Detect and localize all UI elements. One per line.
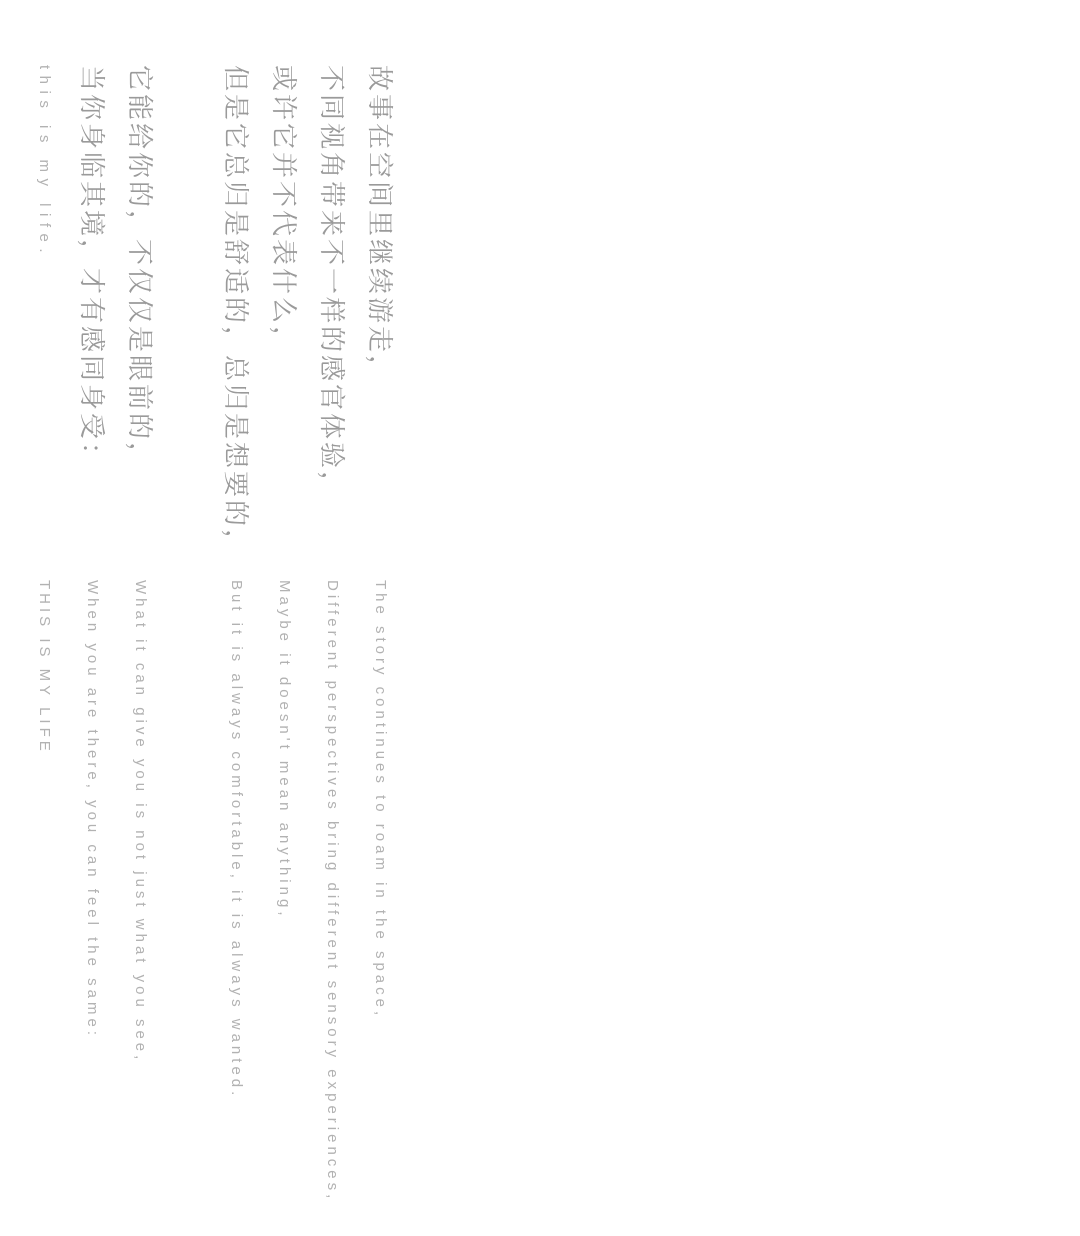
chinese-line: 或许它并不代表什么， <box>269 65 299 356</box>
chinese-line: 不同视角带来不一样的感官体验， <box>317 65 347 501</box>
english-line: Different perspectives bring different sensory experiences, <box>324 580 341 1203</box>
poem-row <box>20 65 68 1236</box>
bilingual-text-block <box>20 65 404 1236</box>
chinese-line: 但是它总归是舒适的，总归是想要的， <box>221 65 251 559</box>
english-line: When you are there, you can feel the same: <box>84 580 101 1039</box>
english-line: The story continues to roam in the space, <box>372 580 389 1020</box>
chinese-line: 它能给你的，不仅仅是眼前的， <box>125 65 155 472</box>
poem-row <box>356 65 404 1236</box>
english-line: THIS IS MY LIFE <box>36 580 53 755</box>
english-line: But it is always comfortable, it is always wanted. <box>228 580 245 1100</box>
poem-row <box>212 65 260 1236</box>
poem-row <box>260 65 308 1236</box>
chinese-line: this is my life. <box>36 65 53 260</box>
poem-row <box>308 65 356 1236</box>
english-line: What it can give you is not just what you see, <box>132 580 149 1064</box>
poem-row-blank <box>164 65 212 1236</box>
poem-row <box>68 65 116 1236</box>
chinese-line: 当你身临其境，才有感同身受： <box>77 65 107 472</box>
english-line: Maybe it doesn't mean anything, <box>276 580 293 920</box>
poem-row <box>116 65 164 1236</box>
chinese-line: 故事在空间里继续游走， <box>365 65 395 385</box>
